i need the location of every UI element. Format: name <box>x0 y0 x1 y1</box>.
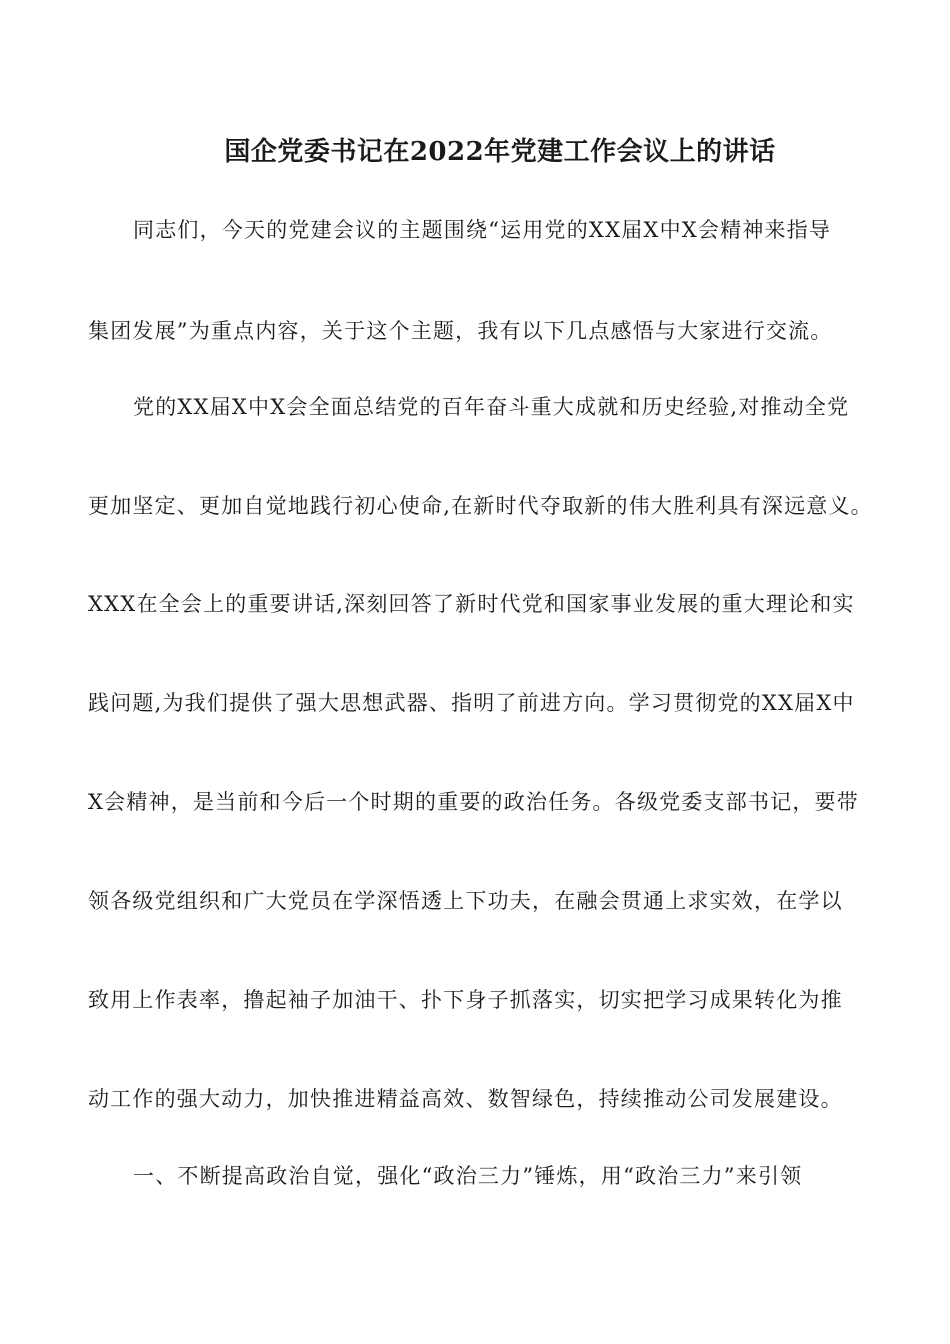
paragraph-line: 践问题,为我们提供了强大思想武器、指明了前进方向。学习贯彻党的XX届X中 <box>88 691 855 715</box>
paragraph-line: XXX在全会上的重要讲话,深刻回答了新时代党和国家事业发展的重大理论和实 <box>88 592 855 616</box>
paragraph-line: 集团发展”为重点内容，关于这个主题，我有以下几点感悟与大家进行交流。 <box>88 319 833 343</box>
paragraph-line: 同志们，今天的党建会议的主题围绕“运用党的XX届X中X会精神来指导 <box>133 218 832 242</box>
document-title: 国企党委书记在2022年党建工作会议上的讲话 <box>224 137 776 167</box>
paragraph-line: 领各级党组织和广大党员在学深悟透上下功夫，在融会贯通上求实效，在学以 <box>88 889 843 913</box>
section-heading-line: 一、不断提高政治自觉，强化“政治三力”锤炼，用“政治三力”来引领 <box>133 1164 803 1188</box>
paragraph-line: 动工作的强大动力，加快推进精益高效、数智绿色，持续推动公司发展建设。 <box>88 1087 843 1111</box>
paragraph-line: 更加坚定、更加自觉地践行初心使命,在新时代夺取新的伟大胜利具有深远意义。 <box>88 494 873 518</box>
paragraph-line: 党的XX届X中X会全面总结党的百年奋斗重大成就和历史经验,对推动全党 <box>133 395 850 419</box>
paragraph-line: 致用上作表率，撸起袖子加油干、扑下身子抓落实，切实把学习成果转化为推 <box>88 988 843 1012</box>
paragraph-line: X会精神，是当前和今后一个时期的重要的政治任务。各级党委支部书记，要带 <box>88 790 859 814</box>
